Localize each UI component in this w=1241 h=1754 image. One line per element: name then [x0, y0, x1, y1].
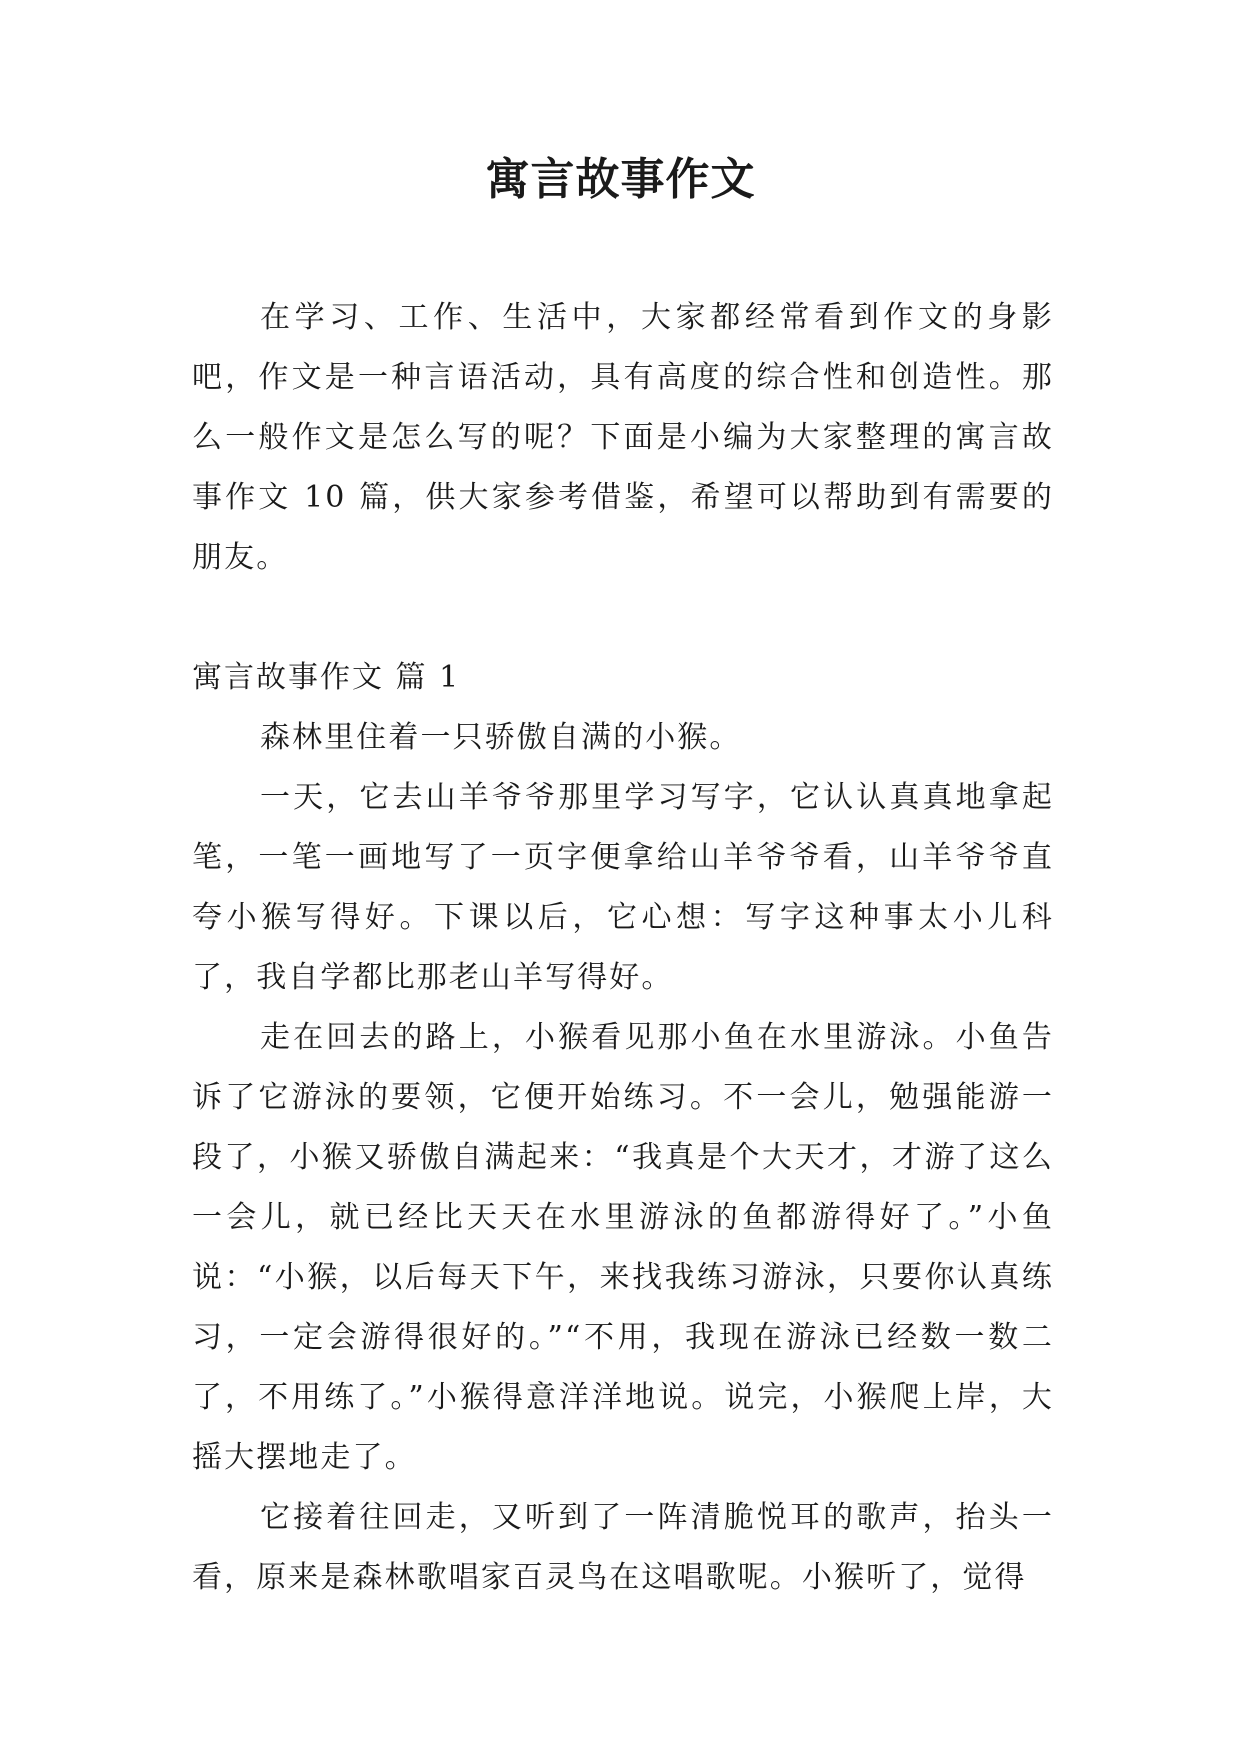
- intro-paragraph: 在学习、工作、生活中，大家都经常看到作文的身影吧，作文是一种言语活动，具有高度的综合性和创造性。那么一般作文是怎么写的呢？下面是小编为大家整理的寓言故事作文 10 篇，供大家参考借鉴，希望可以帮助到有需要的朋友。: [192, 300, 1054, 575]
- body-paragraph-3: 走在回去的路上，小猴看见那小鱼在水里游泳。小鱼告诉了它游泳的要领，它便开始练习。不一会儿，勉强能游一段了，小猴又骄傲自满起来：“我真是个大天才，才游了这么一会儿，就已经比天天在水里游泳的鱼都游得好了。”小鱼说：“小猴，以后每天下午，来找我练习游泳，只要你认真练习，一定会游得很好的。”“不用，我现在游泳已经数一数二了，不用练了。”小猴得意洋洋地说。说完，小猴爬上岸，大摇大摆地走了。: [192, 1020, 1054, 1475]
- body-paragraph-2: 一天，它去山羊爷爷那里学习写字，它认认真真地拿起笔，一笔一画地写了一页字便拿给山羊爷爷看，山羊爷爷直夸小猴写得好。下课以后，它心想：写字这种事太小儿科了，我自学都比那老山羊写得好。: [192, 780, 1054, 995]
- body-paragraph-4: 它接着往回走，又听到了一阵清脆悦耳的歌声，抬头一看，原来是森林歌唱家百灵鸟在这唱歌呢。小猴听了，觉得: [192, 1500, 1054, 1595]
- document-body: [192, 288, 1054, 1608]
- body-paragraph-1: 森林里住着一只骄傲自满的小猴。: [260, 720, 742, 755]
- section-heading: 寓言故事作文 篇 1: [192, 660, 461, 695]
- document-title: 寓言故事作文: [485, 154, 756, 205]
